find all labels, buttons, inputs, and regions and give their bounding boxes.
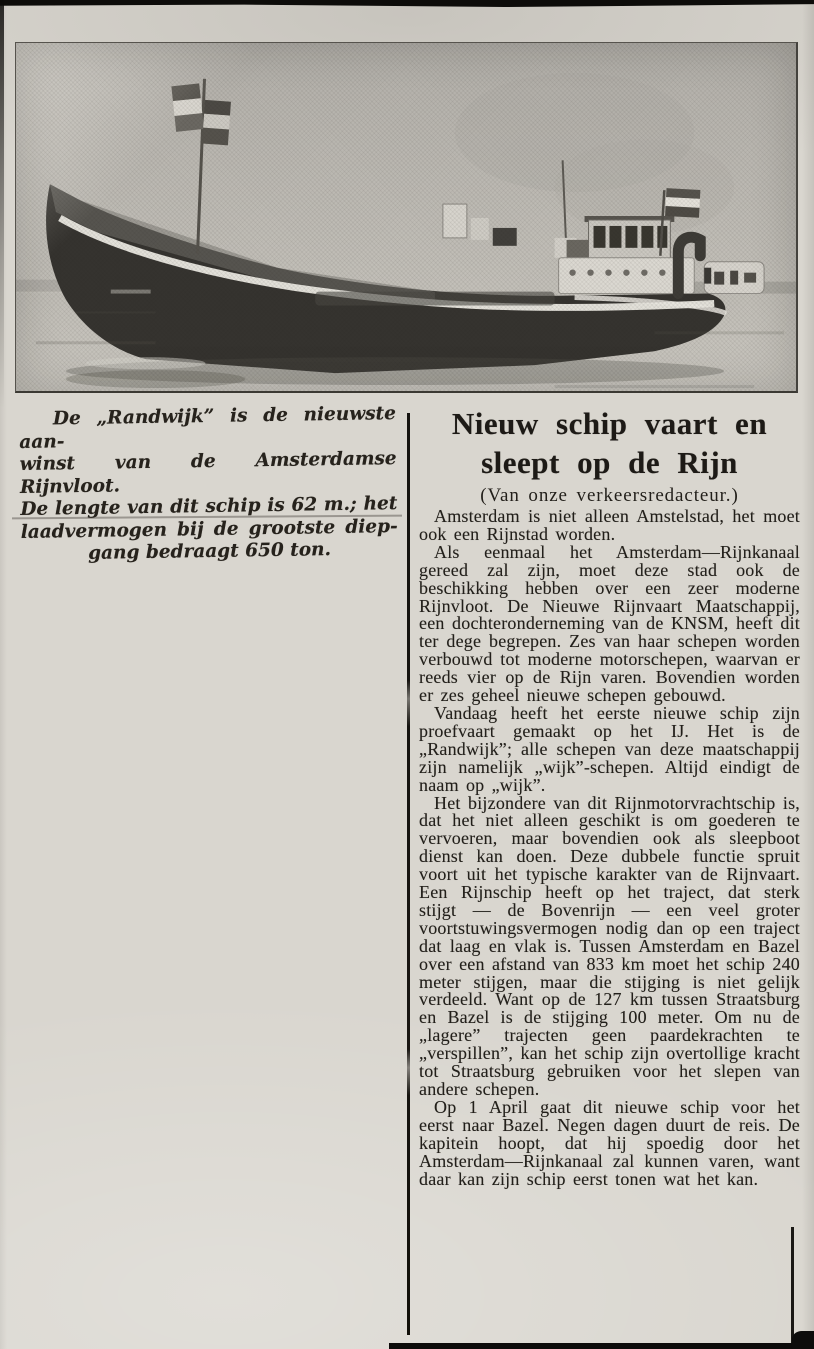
dutch-flag-icon	[665, 188, 700, 218]
scan-left-edge	[0, 0, 4, 430]
caption-line: winst van de Amsterdamse Rijnvloot.	[19, 448, 397, 498]
boat-detail	[744, 273, 756, 283]
bow-signal-flags-icon	[202, 100, 231, 145]
crew-figure	[704, 268, 711, 284]
byline: (Van onze verkeersredacteur.)	[480, 485, 739, 506]
headline-line: Nieuw schip vaart en	[451, 406, 768, 441]
column-rule-right	[791, 1227, 794, 1349]
boat-detail	[730, 271, 738, 285]
bow-signal-flags-icon	[171, 83, 204, 131]
scan-top-edge	[0, 0, 814, 8]
caption-line: De lengte van dit schip is 62 m.; het	[20, 493, 398, 520]
bow-name-mark	[111, 290, 151, 294]
stern-cabin	[567, 240, 591, 260]
cargo-hatch	[315, 292, 554, 306]
bow-reflection	[66, 370, 246, 388]
deck-winch	[493, 228, 517, 246]
column-rule-left	[407, 413, 410, 1335]
caption-line: gang bedraagt 650 ton.	[87, 539, 332, 564]
article-paragraph: Het bijzondere van dit Rijnmotorvrachtschip is, dat het niet alleen geschikt is om goederen te vervoeren, maar bovendien ook als sleepboot dienst kan doen. Deze dubbele functie spruit voort uit het typische karakter van de Rijnvaart. Een Rijnschip heeft op het traject, dat sterk stijgt — de Bovenrijn — een veel groter voortstuwingsvermogen nodig dan op een traject dat laag en vlak is. Tussen Amsterdam en Bazel over een afstand van 833 km moet het schip 240 meter stijgen, maar die stijging is niet gelijk verdeeld. Want op de 127 km tussen Straatsburg en Bazel is de stijging 100 meter. Om nu de „lagere” trajecten geen paardekrachten te „verspillen”, kan het schip zijn overtollige kracht tot Straatsburg gebruiken voor het slepen van andere schepen.	[419, 792, 800, 1099]
bow-wake	[86, 357, 206, 369]
scan-corner	[792, 1331, 814, 1349]
caption-line: De „Randwijk” is de nieuwste aan-	[19, 403, 397, 453]
article-paragraph: Op 1 April gaat dit nieuwe schip voor het eerst naar Bazel. Negen dagen duurt de reis. De kapitein hoopt, dat hij spoedig door het Amsterdam—Rijnkanaal zal kunnen varen, want daar kan zijn schip eerst tonen wat het kan.	[419, 1096, 800, 1189]
boat-detail	[714, 272, 724, 285]
ship-photo	[15, 42, 798, 393]
deck-vent	[443, 204, 467, 238]
headline	[419, 404, 800, 482]
deck-vent	[471, 218, 489, 240]
article-paragraph: Vandaag heeft het eerste nieuwe schip zijn proefvaart gemaakt op het IJ. Het is de „Randwijk”; alle schepen van deze maatschappij zijn namelijk „wijk”-schepen. Altijd eindigt de naam op „wijk”.	[419, 702, 800, 795]
scan-bottom-edge	[389, 1343, 814, 1349]
article-paragraph: Als eenmaal het Amsterdam—Rijnkanaal gereed zal zijn, moet deze stad ook de beschikking hebben over een zeer moderne Rijnvloot. De Nieuwe Rijnvaart Maatschappij, een dochteronderneming van de KNSM, heeft dit ter dege begrepen. Zes van haar schepen worden verbouwd tot moderne motorschepen, waarvan er reeds vier op de Rijn varen. Bovendien worden er zes geheel nieuwe schepen gebouwd.	[419, 541, 800, 706]
caption-line: laadvermogen bij de grootste diep-	[20, 515, 398, 543]
article-paragraph: Amsterdam is niet alleen Amstelstad, het moet ook een Rijnstad worden.	[419, 506, 800, 544]
ship-photo-drawing	[16, 43, 796, 391]
article-column	[419, 404, 800, 1188]
headline-line: sleept op de Rijn	[481, 445, 738, 480]
photo-caption	[19, 403, 398, 566]
